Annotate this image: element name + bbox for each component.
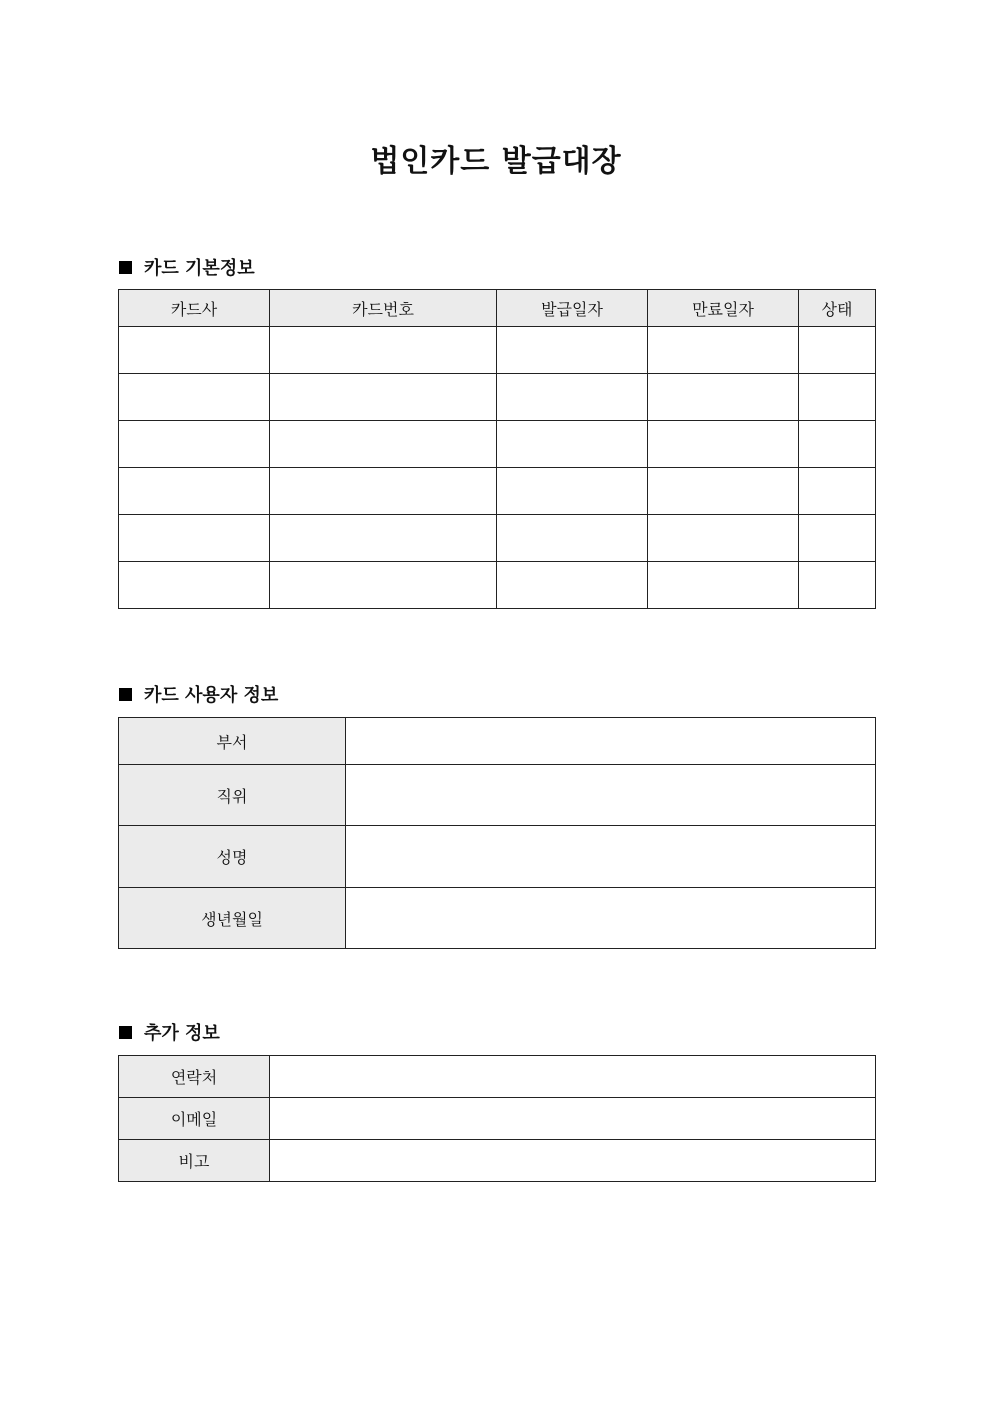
cell-issue-date[interactable] bbox=[497, 515, 648, 562]
cell-issue-date[interactable] bbox=[497, 421, 648, 468]
table-row bbox=[119, 562, 876, 609]
cell-card-company[interactable] bbox=[119, 468, 270, 515]
label-remarks: 비고 bbox=[119, 1140, 270, 1182]
cell-issue-date[interactable] bbox=[497, 327, 648, 374]
table-header-row bbox=[119, 290, 876, 327]
cell-status[interactable] bbox=[799, 374, 876, 421]
table-row bbox=[119, 515, 876, 562]
value-department[interactable] bbox=[346, 718, 876, 765]
cell-issue-date[interactable] bbox=[497, 562, 648, 609]
value-contact[interactable] bbox=[270, 1056, 876, 1098]
value-email[interactable] bbox=[270, 1098, 876, 1140]
header-card-company: 카드사 bbox=[119, 290, 270, 327]
square-bullet-icon bbox=[119, 688, 132, 701]
cell-card-number[interactable] bbox=[270, 421, 497, 468]
cell-card-company[interactable] bbox=[119, 562, 270, 609]
cell-status[interactable] bbox=[799, 515, 876, 562]
table-row bbox=[119, 888, 876, 949]
header-status: 상태 bbox=[799, 290, 876, 327]
card-info-table bbox=[118, 289, 876, 609]
page-title: 법인카드 발급대장 bbox=[370, 144, 622, 179]
value-position[interactable] bbox=[346, 765, 876, 826]
table-row bbox=[119, 826, 876, 888]
cell-card-number[interactable] bbox=[270, 562, 497, 609]
table-row bbox=[119, 1098, 876, 1140]
table-row bbox=[119, 468, 876, 515]
cell-expiry-date[interactable] bbox=[648, 468, 799, 515]
cell-status[interactable] bbox=[799, 468, 876, 515]
section-title-extra-label: 추가 정보 bbox=[144, 1023, 220, 1044]
cell-expiry-date[interactable] bbox=[648, 327, 799, 374]
section-title-user-label: 카드 사용자 정보 bbox=[144, 685, 279, 706]
header-card-number: 카드번호 bbox=[270, 290, 497, 327]
table-row bbox=[119, 1140, 876, 1182]
table-row bbox=[119, 421, 876, 468]
cell-issue-date[interactable] bbox=[497, 374, 648, 421]
cell-expiry-date[interactable] bbox=[648, 421, 799, 468]
table-row bbox=[119, 765, 876, 826]
label-contact: 연락처 bbox=[119, 1056, 270, 1098]
cell-expiry-date[interactable] bbox=[648, 374, 799, 421]
cell-expiry-date[interactable] bbox=[648, 515, 799, 562]
square-bullet-icon bbox=[119, 1026, 132, 1039]
table-row bbox=[119, 718, 876, 765]
cell-card-company[interactable] bbox=[119, 515, 270, 562]
extra-info-table bbox=[118, 1055, 876, 1182]
user-info-table bbox=[118, 717, 876, 949]
cell-expiry-date[interactable] bbox=[648, 562, 799, 609]
cell-card-company[interactable] bbox=[119, 327, 270, 374]
table-row bbox=[119, 327, 876, 374]
label-name: 성명 bbox=[119, 826, 346, 888]
section-title-extra bbox=[119, 1019, 220, 1045]
cell-card-company[interactable] bbox=[119, 421, 270, 468]
section-title-user bbox=[119, 681, 278, 707]
table-row bbox=[119, 374, 876, 421]
cell-card-number[interactable] bbox=[270, 515, 497, 562]
cell-status[interactable] bbox=[799, 327, 876, 374]
cell-status[interactable] bbox=[799, 421, 876, 468]
label-position: 직위 bbox=[119, 765, 346, 826]
cell-card-number[interactable] bbox=[270, 327, 497, 374]
table-row bbox=[119, 1056, 876, 1098]
cell-card-company[interactable] bbox=[119, 374, 270, 421]
label-department: 부서 bbox=[119, 718, 346, 765]
label-birthdate: 생년월일 bbox=[119, 888, 346, 949]
cell-issue-date[interactable] bbox=[497, 468, 648, 515]
value-birthdate[interactable] bbox=[346, 888, 876, 949]
section-title-card-label: 카드 기본정보 bbox=[144, 258, 255, 279]
square-bullet-icon bbox=[119, 261, 132, 274]
label-email: 이메일 bbox=[119, 1098, 270, 1140]
value-name[interactable] bbox=[346, 826, 876, 888]
header-issue-date: 발급일자 bbox=[497, 290, 648, 327]
cell-status[interactable] bbox=[799, 562, 876, 609]
section-title-card bbox=[119, 254, 255, 280]
value-remarks[interactable] bbox=[270, 1140, 876, 1182]
cell-card-number[interactable] bbox=[270, 468, 497, 515]
cell-card-number[interactable] bbox=[270, 374, 497, 421]
header-expiry-date: 만료일자 bbox=[648, 290, 799, 327]
